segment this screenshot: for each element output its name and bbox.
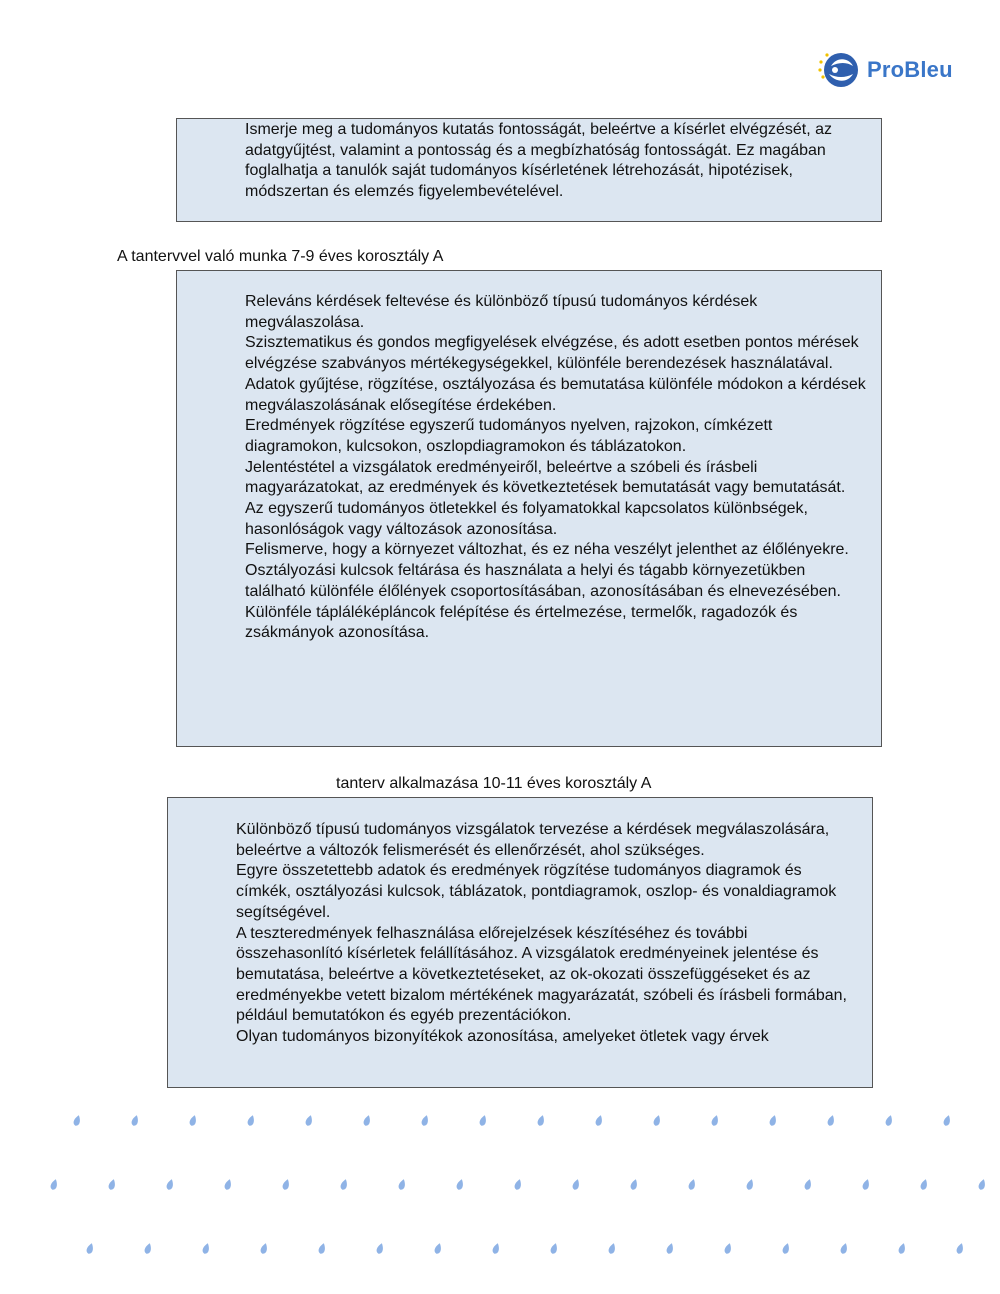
raindrop-icon xyxy=(131,1114,140,1126)
intro-paragraph: Ismerje meg a tudományos kutatás fontosságát, beleértve a kísérlet elvégzését, az adatgyűjtést, valamint a pontosság és a megbízhatóság fontosságát. Ez magában foglalhatja a tanulók saját tudományos kísérletének létrehozását, hipotézisek, módszertan és elemzés figyelembevételével. xyxy=(245,121,832,201)
list-item: Egyre összetettebb adatok és eredmények rögzítése tudományos diagramok és címkék, osztályozási kulcsok, táblázatok, pontdiagramok, oszlop- és vonaldiagramok segítségével. xyxy=(236,862,837,921)
raindrop-icon xyxy=(479,1114,488,1126)
raindrop-icon xyxy=(86,1242,95,1254)
raindrop-icon xyxy=(305,1114,314,1126)
raindrop-icon xyxy=(166,1178,175,1190)
raindrop-icon xyxy=(920,1178,929,1190)
raindrop-icon xyxy=(885,1114,894,1126)
list-item: Eredmények rögzítése egyszerű tudományos nyelven, rajzokon, címkézett diagramokon, kulcsokon, oszlopdiagramokon és táblázatokon. xyxy=(245,417,773,455)
raindrop-icon xyxy=(724,1242,733,1254)
raindrop-icon xyxy=(608,1242,617,1254)
raindrop-icon xyxy=(421,1114,430,1126)
raindrop-icon xyxy=(398,1178,407,1190)
list-item: Osztályozási kulcsok feltárása és használata a helyi és tágabb környezetükben található különféle élőlények csoportosításában, azonosításában és elnevezésében. xyxy=(245,562,841,600)
raindrop-icon xyxy=(862,1178,871,1190)
raindrop-icon xyxy=(50,1178,59,1190)
raindrop-icon xyxy=(202,1242,211,1254)
raindrop-icon xyxy=(688,1178,697,1190)
section-heading-10-11: tanterv alkalmazása 10-11 éves korosztály A xyxy=(336,775,652,792)
list-item: Felismerve, hogy a környezet változhat, és ez néha veszélyt jelenthet az élőlényekre. xyxy=(245,541,849,559)
raindrop-icon xyxy=(340,1178,349,1190)
raindrop-icon xyxy=(827,1114,836,1126)
raindrop-icon xyxy=(769,1114,778,1126)
raindrop-icon xyxy=(73,1114,82,1126)
raindrop-icon xyxy=(456,1178,465,1190)
raindrop-icon xyxy=(492,1242,501,1254)
raindrop-icon xyxy=(537,1114,546,1126)
raindrop-icon xyxy=(189,1114,198,1126)
raindrop-icon xyxy=(978,1178,987,1190)
list-item: Jelentéstétel a vizsgálatok eredményeiről, beleértve a szóbeli és írásbeli magyarázatokat, az eredmények és következtetések bemutatását vagy bemutatását. xyxy=(245,458,846,497)
list-item: Szisztematikus és gondos megfigyelések elvégzése, és adott esetben pontos mérések elvégzése szabványos mértékegységekkel, különféle berendezések használatával. xyxy=(245,334,859,373)
raindrop-icon xyxy=(840,1242,849,1254)
raindrop-icon xyxy=(434,1242,443,1254)
list-item: Releváns kérdések feltevése és különböző típusú tudományos kérdések megválaszolása. xyxy=(245,293,758,331)
raindrop-icon xyxy=(247,1114,256,1126)
logo-text: ProBleu xyxy=(867,57,953,82)
raindrop-icon xyxy=(144,1242,153,1254)
raindrop-icon xyxy=(260,1242,269,1254)
raindrop-icon xyxy=(711,1114,720,1126)
raindrop-icon xyxy=(108,1178,117,1190)
raindrop-icon xyxy=(804,1178,813,1190)
list-item: Különböző típusú tudományos vizsgálatok tervezése a kérdések megválaszolására, beleértve a változók felismerését és ellenőrzését, ahol szükséges. xyxy=(236,821,830,859)
raindrop-icon xyxy=(363,1114,372,1126)
raindrop-icon xyxy=(550,1242,559,1254)
list-item: Adatok gyűjtése, rögzítése, osztályozása és bemutatása különféle módokon a kérdések megválaszolásának elősegítése érdekében. xyxy=(245,375,866,414)
raindrop-icon xyxy=(746,1178,755,1190)
raindrop-icon xyxy=(943,1114,952,1126)
raindrop-icon xyxy=(224,1178,233,1190)
raindrop-icon xyxy=(666,1242,675,1254)
raindrop-icon xyxy=(376,1242,385,1254)
list-item: A teszteredmények felhasználása előrejelzések készítéséhez és további összehasonlító kísérletek felállításához. A vizsgálatok eredményeinek jelentése és bemutatása, beleértve a következtetéseket, az ok-okozati összefüggéseket és az eredményekbe vetett bizalom mértékének magyarázatát, szóbeli és írásbeli formában, például bemutatókon és egyéb prezentációkon. xyxy=(236,924,847,1025)
raindrop-icon xyxy=(956,1242,965,1254)
raindrop-icon xyxy=(318,1242,327,1254)
list-item: Olyan tudományos bizonyítékok azonosítása, amelyeket ötletek vagy érvek xyxy=(236,1028,769,1046)
raindrop-icon xyxy=(782,1242,791,1254)
raindrop-icon xyxy=(898,1242,907,1254)
list-item: Különféle tápláléképláncok felépítése és értelmezése, termelők, ragadozók és zsákmányok azonosítása. xyxy=(245,603,798,642)
section-heading-7-9: A tantervvel való munka 7-9 éves korosztály A xyxy=(117,248,444,265)
raindrop-icon xyxy=(653,1114,662,1126)
raindrop-icon xyxy=(595,1114,604,1126)
raindrop-icon xyxy=(282,1178,291,1190)
raindrop-icon xyxy=(630,1178,639,1190)
raindrop-icon xyxy=(572,1178,581,1190)
list-item: Az egyszerű tudományos ötletekkel és folyamatokkal kapcsolatos különbségek, hasonlóságok vagy változások azonosítása. xyxy=(245,500,808,538)
raindrop-icon xyxy=(514,1178,523,1190)
